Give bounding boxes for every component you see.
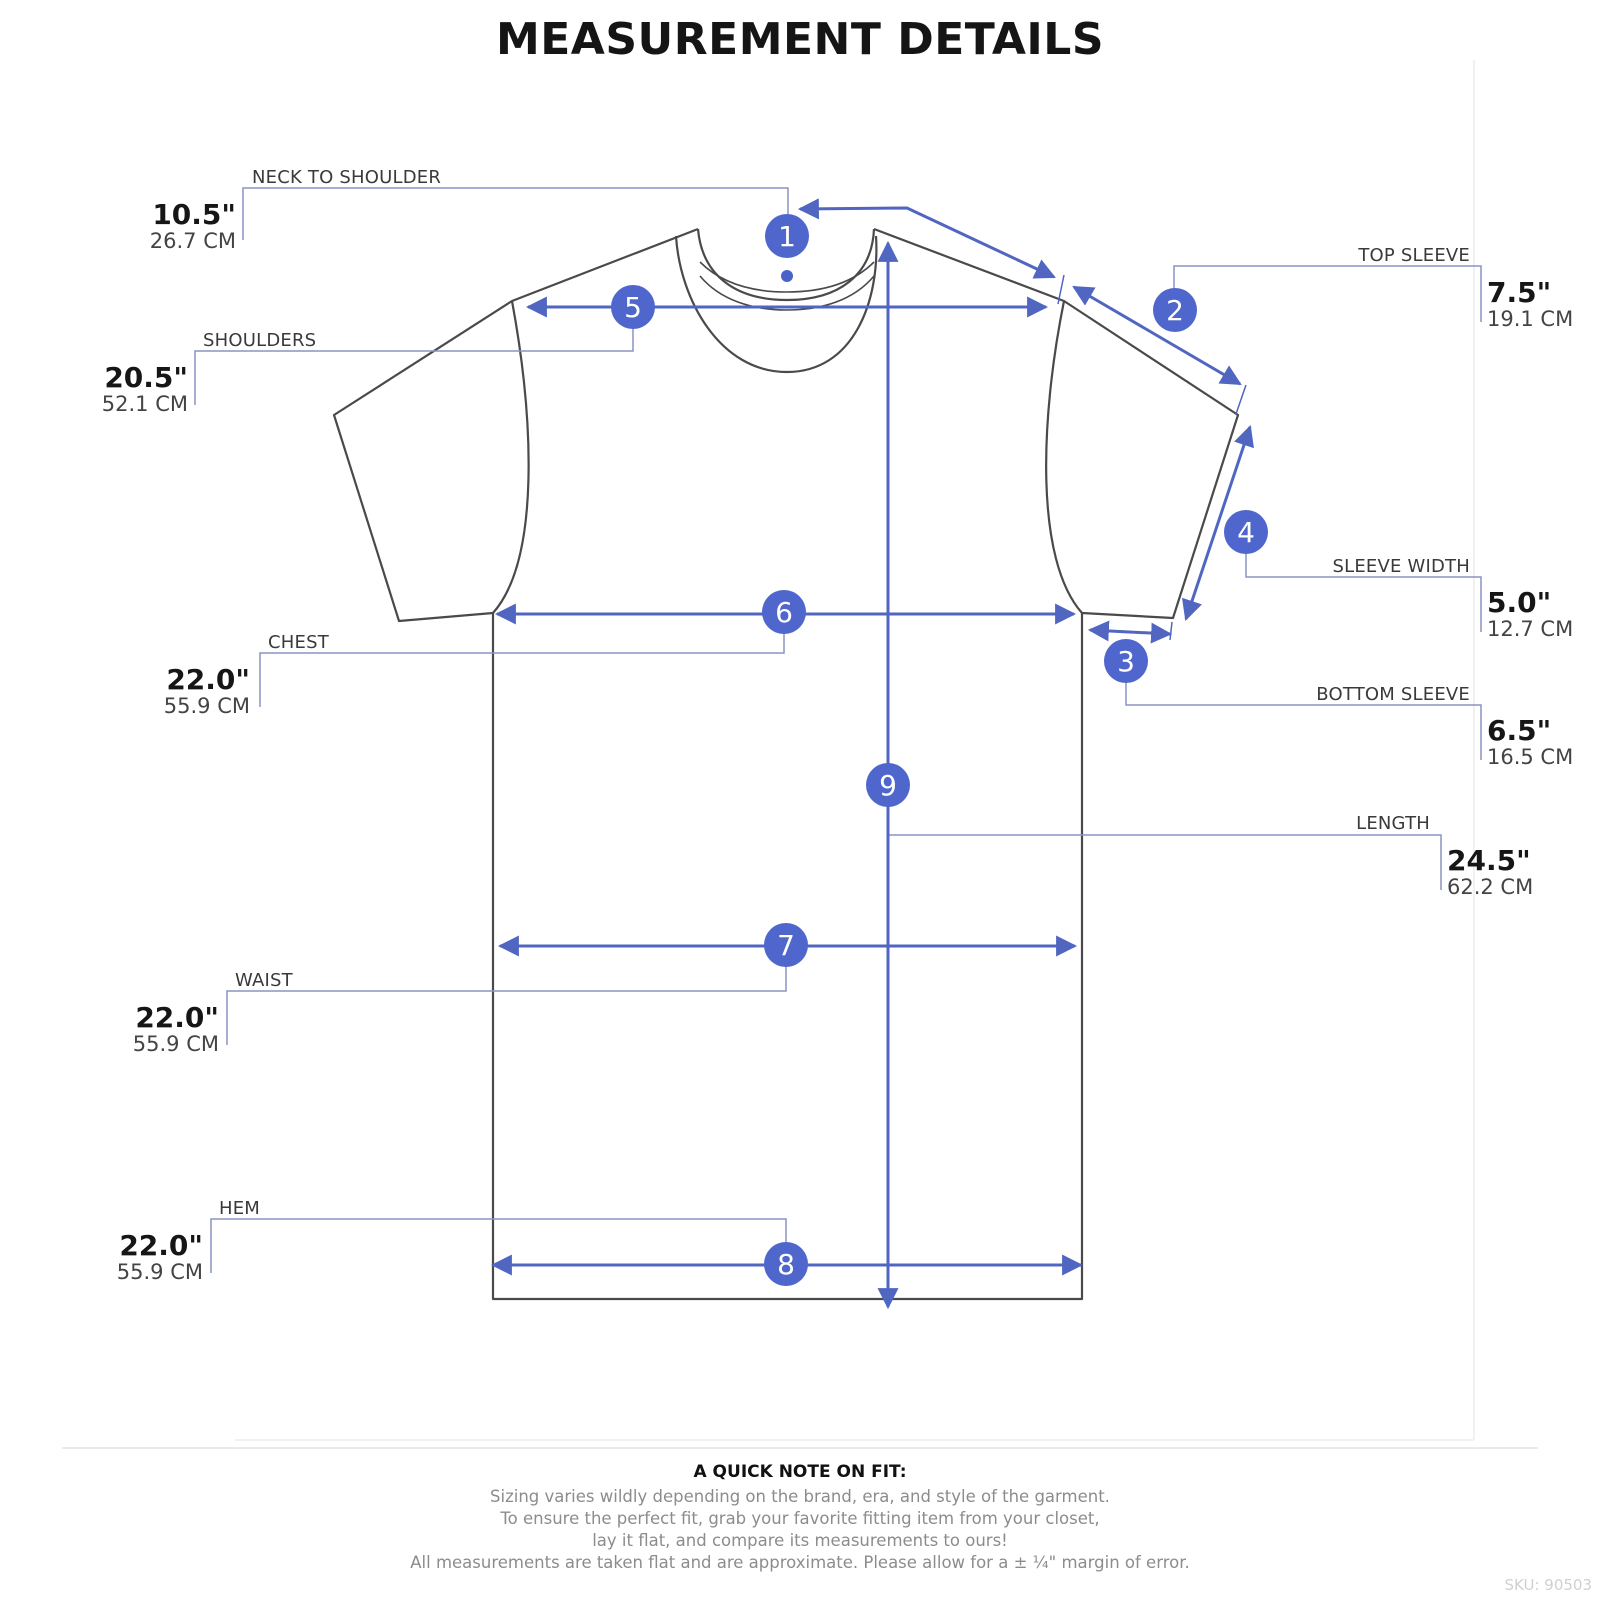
length-cm: 62.2 CM [1447,875,1534,899]
chest-inches: 22.0" [166,663,250,696]
value-chest [164,665,250,717]
waist-cm: 55.9 CM [132,1032,219,1056]
leader-lines [195,188,1481,1273]
badge-4-number: 4 [1237,516,1255,549]
bottom-sleeve-cm: 16.5 CM [1487,745,1574,769]
badge-7 [764,923,808,967]
badge-5-number: 5 [624,291,642,324]
arrow-bottom-sleeve [1090,630,1170,634]
badge-9-number: 9 [879,769,897,802]
badge-6 [762,590,806,634]
fit-note-line: Sizing varies wildly depending on the brand, era, and style of the garment. [490,1487,1110,1506]
label-shoulders: SHOULDERS [203,330,317,351]
length-inches: 24.5" [1447,844,1531,877]
sleeve-width-inches: 5.0" [1487,586,1552,619]
badge-8 [764,1242,808,1286]
badge-7-number: 7 [777,929,795,962]
fit-note-line: lay it flat, and compare its measurements to ours! [592,1531,1008,1550]
badge-2 [1153,288,1197,332]
badge-6-number: 6 [775,596,793,629]
arrow-neck-to-shoulder [800,208,1054,277]
label-hem: HEM [219,1198,261,1219]
fit-note-heading: A QUICK NOTE ON FIT: [693,1462,907,1482]
value-waist [133,1003,219,1055]
badge-9 [866,763,910,807]
chest-cm: 55.9 CM [163,694,250,718]
top-sleeve-inches: 7.5" [1487,276,1552,309]
badge-1-number: 1 [778,220,796,253]
label-length: LENGTH [1356,813,1430,834]
value-bottom-sleeve [1487,716,1573,768]
label-bottom-sleeve: BOTTOM SLEEVE [1316,684,1470,705]
fit-note-line: All measurements are taken flat and are approximate. Please allow for a ± ¼" margin of error. [410,1553,1190,1572]
value-length [1447,846,1533,898]
tick-marks [1058,275,1246,640]
value-hem [117,1231,203,1283]
hem-inches: 22.0" [119,1229,203,1262]
badge-1 [765,214,809,258]
hem-cm: 55.9 CM [116,1260,203,1284]
label-sleeve-width: SLEEVE WIDTH [1332,556,1470,577]
waist-inches: 22.0" [135,1001,219,1034]
page-title: MEASUREMENT DETAILS [495,14,1105,65]
number-badges [611,214,1268,1286]
sku-label: SKU: 90503 [1504,1576,1592,1594]
shoulders-inches: 20.5" [104,361,188,394]
label-chest: CHEST [268,632,329,653]
fit-note-line: To ensure the perfect fit, grab your favorite fitting item from your closet, [500,1509,1100,1528]
neck-dot [781,270,793,282]
sleeve-width-cm: 12.7 CM [1487,617,1574,641]
badge-8-number: 8 [777,1248,795,1281]
tshirt-outline [334,229,1238,1299]
shoulders-cm: 52.1 CM [101,392,188,416]
label-top-sleeve: TOP SLEEVE [1358,245,1470,266]
top-sleeve-cm: 19.1 CM [1487,307,1574,331]
measurement-arrows [493,208,1250,1307]
badge-3 [1104,639,1148,683]
label-neck-to-shoulder: NECK TO SHOULDER [252,167,442,188]
value-shoulders [102,363,188,415]
value-sleeve-width [1487,588,1573,640]
neck-to-shoulder-cm: 26.7 CM [149,229,236,253]
value-neck-to-shoulder [150,200,236,252]
fit-note [0,1462,1600,1574]
bottom-sleeve-inches: 6.5" [1487,714,1552,747]
badge-3-number: 3 [1117,645,1135,678]
neck-to-shoulder-inches: 10.5" [152,198,236,231]
value-top-sleeve [1487,278,1573,330]
label-waist: WAIST [235,970,293,991]
badge-5 [611,285,655,329]
badge-4 [1224,510,1268,554]
badge-2-number: 2 [1166,294,1184,327]
